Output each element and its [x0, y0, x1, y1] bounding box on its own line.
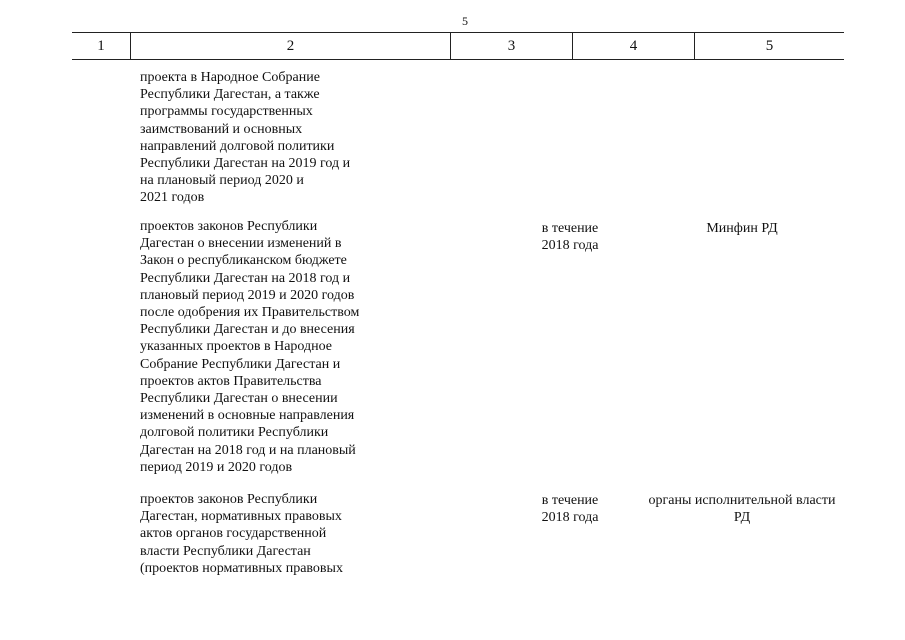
text-line: долговой политики Республики: [140, 425, 329, 441]
text-line: проектов законов Республики: [140, 492, 318, 507]
text-line: период 2019 и 2020 годов: [140, 459, 293, 475]
text-line: Собрание Республики Дагестан и: [140, 356, 341, 372]
text-line: органы исполнительной власти: [648, 493, 836, 508]
text-line: после одобрения их Правительством: [140, 305, 360, 321]
text-line: программы государственных: [140, 104, 313, 120]
text-line: изменений в основные направления: [140, 408, 355, 424]
text-line: власти Республики Дагестан: [140, 543, 311, 559]
row-3-responsible: [632, 492, 852, 526]
page-number: 5: [462, 14, 468, 28]
text-line: Закон о республиканском бюджете: [140, 253, 347, 269]
text-line: в течение: [541, 493, 599, 508]
text-line: актов органов государственной: [140, 526, 327, 542]
text-line: 2018 года: [541, 238, 599, 254]
row-3-deadline: [520, 492, 620, 526]
row-2-description: [140, 218, 380, 476]
text-line: указанных проектов в Народное: [140, 339, 333, 355]
text-line: на плановый период 2020 и: [140, 173, 304, 189]
text-line: Республики Дагестан на 2019 год и: [140, 156, 351, 172]
header-cell-1: 1: [97, 37, 105, 54]
text-line: 2021 годов: [140, 190, 205, 206]
row-2-deadline: [520, 220, 620, 254]
text-line: Дагестан, нормативных правовых: [140, 509, 342, 525]
table-header-row: [72, 32, 844, 60]
header-cell-3: 3: [450, 33, 572, 59]
text-line: проектов законов Республики: [140, 219, 318, 234]
header-cell-4: 4: [572, 33, 694, 59]
header-cell-2: 2: [130, 33, 450, 59]
text-line: 2018 года: [541, 510, 599, 526]
text-line: заимствований и основных: [140, 121, 303, 137]
text-line: Дагестан о внесении изменений в: [140, 236, 342, 252]
text-line: проектов актов Правительства: [140, 373, 322, 389]
text-line: Республики Дагестан, а также: [140, 87, 320, 103]
row-2-responsible: [632, 220, 852, 237]
text-line: в течение: [541, 221, 599, 236]
text-line: проекта в Народное Собрание: [140, 70, 320, 85]
row-3-description: [140, 491, 380, 577]
text-line: направлений долговой политики: [140, 138, 335, 154]
row-1-description: [140, 69, 380, 207]
text-line: Республики Дагестан и до внесения: [140, 322, 355, 338]
header-cell-5: 5: [694, 33, 844, 59]
text-line: Республики Дагестан о внесении: [140, 391, 338, 407]
text-line: Республики Дагестан на 2018 год и: [140, 270, 351, 286]
text-line: плановый период 2019 и 2020 годов: [140, 287, 355, 303]
text-line: (проектов нормативных правовых: [140, 560, 343, 576]
text-line: Дагестан на 2018 год и на плановый: [140, 442, 356, 458]
text-line: Минфин РД: [706, 221, 778, 236]
text-line: РД: [733, 510, 751, 526]
